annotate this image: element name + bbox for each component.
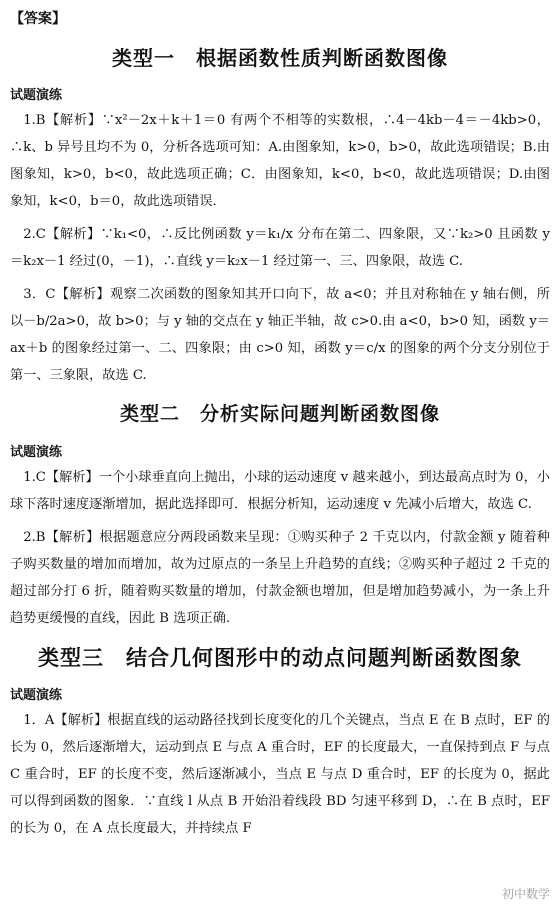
solution-paragraph: 1.B【解析】∵x²－2x＋k＋1＝0 有两个不相等的实数根，∴4－4kb－4＝－4kb>0，∴k、b 异号且均不为 0，分析各选项可知：A.由图象知，k>0，b>0，故此选项错误；B.由图象知，k>0，b<0，故此选项正确；C．由图象知，k<0，b<0，故此选项错误；D.由图象知，k<0，b＝0，故此选项错误． [10,113,550,209]
section-title-3: 类型三 结合几何图形中的动点问题判断函数图象 [38,646,522,670]
drill-heading-1: 试题演练 [10,88,63,103]
solution-paragraph: 3．C【解析】观察二次函数的图象知其开口向下，故 a<0；并且对称轴在 y 轴右侧，所以－b/2a>0，故 b>0；与 y 轴的交点在 y 轴正半轴，故 c>0.由 a<0，b>0 知，函数 y＝ax＋b 的图象经过第一、二、四象限；由 c>0 知，函数 y＝c/x 的图象的两个分支分别位于第一、三象限，故选 C. [10,287,550,383]
section-title-1: 类型一 根据函数性质判断函数图像 [112,46,448,70]
solution-paragraph: 2.C【解析】∵k₁<0，∴反比例函数 y＝k₁/x 分布在第二、四象限，又∵k₂>0 且函数 y＝k₂x－1 经过(0，－1)，∴直线 y＝k₂x－1 经过第一、三、四象限，故选 C. [10,227,550,269]
section-title-2: 类型二 分析实际问题判断函数图像 [119,403,440,425]
drill-heading-2: 试题演练 [10,445,63,460]
drill-heading-3: 试题演练 [10,688,63,703]
watermark: 初中数学 [501,887,550,901]
answer-tag: 【答案】 [10,11,66,27]
solution-paragraph: 1.C【解析】一个小球垂直向上抛出，小球的运动速度 v 越来越小，到达最高点时为 0，小球下落时速度逐渐增加，据此选择即可．根据分析知，运动速度 v 先减小后增大，故选 C. [10,470,550,512]
solution-paragraph: 1．A【解析】根据直线的运动路径找到长度变化的几个关键点，当点 E 在 B 点时，EF 的长为 0，然后逐渐增大，运动到点 E 与点 A 重合时，EF 的长度最大，一直保持到点 F 与点 C 重合时，EF 的长度不变，然后逐渐减小，当点 E 与点 D 重合时，EF 的长度为 0，据此可以得到函数的图象．∵直线 l 从点 B 开始沿着线段 BD 匀速平移到 D，∴在 B 点时，EF 的长为 0，在 A 点长度最大，并持续点 F [10,713,550,836]
solution-paragraph: 2.B【解析】根据题意应分两段函数来呈现：①购买种子 2 千克以内，付款金额 y 随着种子购买数量的增加而增加，故为过原点的一条呈上升趋势的直线；②购买种子超过 2 千克的超过部分打 6 折，随着购买数量的增加，付款金额也增加，但是增加趋势减小，为一条上升趋势更缓慢的直线，因此 B 选项正确. [10,530,550,626]
